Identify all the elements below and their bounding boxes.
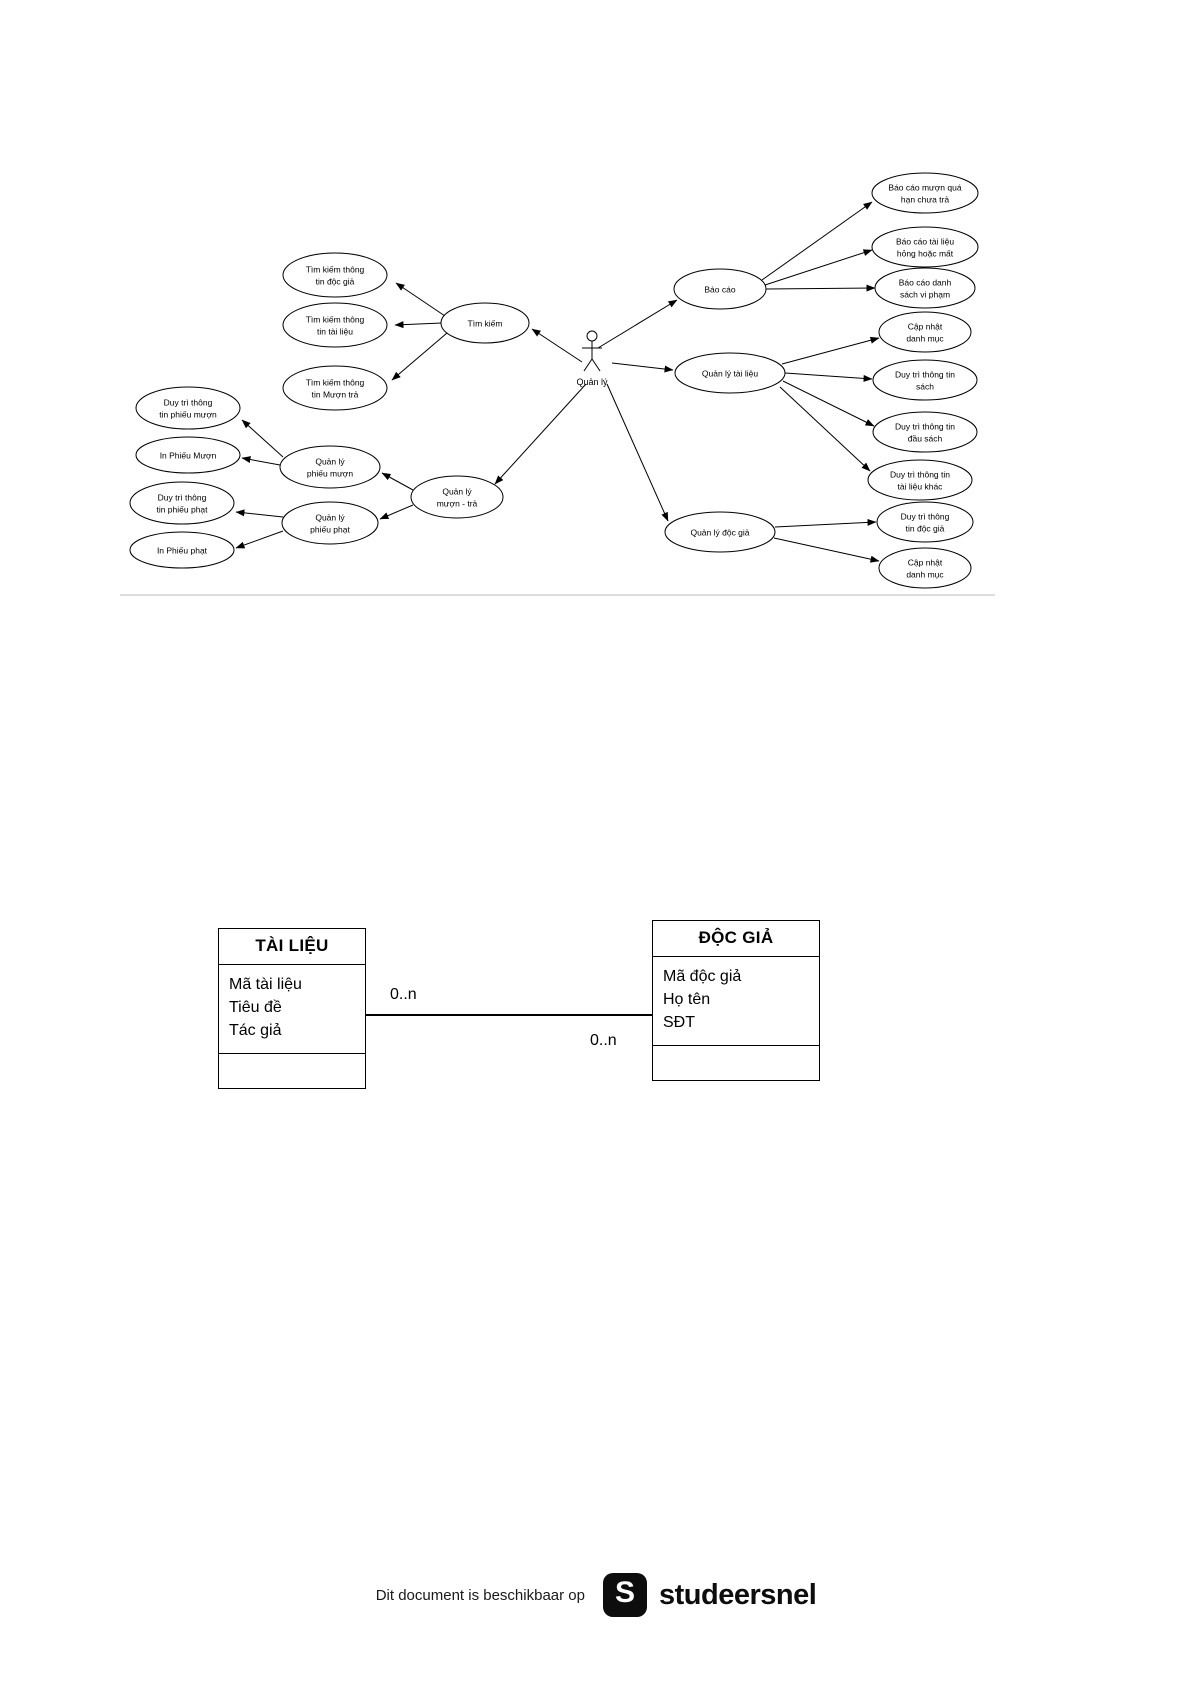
use-case-cap-nhat-danh-muc-2[interactable] <box>879 548 971 588</box>
class-name-doc-gia: ĐỘC GIẢ <box>653 921 819 957</box>
use-case-tim-kiem-muon-tra[interactable] <box>283 366 387 410</box>
use-case-duy-tri-thong-tin-sach[interactable] <box>873 360 977 400</box>
use-case-bao-cao-muon-qua-han[interactable] <box>872 173 978 213</box>
svg-text:Tìm kiếm thông: Tìm kiếm thông <box>305 377 365 388</box>
use-case-quan-ly-phieu-phat[interactable] <box>282 502 378 544</box>
svg-text:Duy trì thông: Duy trì thông <box>900 511 950 522</box>
use-case-bao-cao-vi-pham[interactable] <box>875 268 975 308</box>
class-attribute: Tác giả <box>229 1022 282 1040</box>
svg-text:Quản lý: Quản lý <box>442 486 472 497</box>
svg-text:tin độc giả: tin độc giả <box>905 523 945 534</box>
svg-text:Quản lý tài liệu: Quản lý tài liệu <box>701 368 759 379</box>
svg-text:tin Mượn trả: tin Mượn trả <box>311 389 359 400</box>
svg-text:Báo cáo: Báo cáo <box>704 284 736 295</box>
class-attributes-doc-gia <box>653 957 819 1046</box>
footer-text: Dit document is beschikbaar op <box>375 1586 585 1604</box>
class-name-tai-lieu: TÀI LIỆU <box>219 929 365 965</box>
use-case-bao-cao[interactable] <box>674 269 766 309</box>
svg-text:Quản lý: Quản lý <box>315 512 345 523</box>
svg-text:Tìm kiếm: Tìm kiếm <box>467 318 503 329</box>
class-attribute: SĐT <box>663 1014 695 1032</box>
studeersnel-logo[interactable] <box>603 1573 816 1617</box>
use-case-in-phieu-phat[interactable] <box>130 532 234 568</box>
use-case-tim-kiem[interactable] <box>441 303 529 343</box>
use-case-in-phieu-muon[interactable] <box>136 437 240 473</box>
use-case-duy-tri-phieu-muon[interactable] <box>136 387 240 429</box>
class-attribute: Tiêu đề <box>229 999 282 1017</box>
multiplicity-right: 0..n <box>590 1032 617 1049</box>
svg-text:Duy trì thông: Duy trì thông <box>163 397 213 408</box>
class-box-tai-lieu[interactable] <box>218 928 366 1089</box>
svg-text:hạn chưa trả: hạn chưa trả <box>900 194 950 205</box>
association-line <box>366 1014 652 1016</box>
use-case-cap-nhat-danh-muc-1[interactable] <box>879 312 971 352</box>
class-diagram <box>200 910 880 1130</box>
actor-quan-ly <box>576 331 608 387</box>
footer <box>0 1560 1192 1630</box>
use-case-quan-ly-tai-lieu[interactable] <box>675 353 785 393</box>
svg-text:Quản lý độc giả: Quản lý độc giả <box>690 527 750 538</box>
svg-text:Duy trì thông: Duy trì thông <box>157 492 207 503</box>
use-case-diagram <box>120 140 1000 600</box>
class-attributes-tai-lieu <box>219 965 365 1054</box>
class-operations-doc-gia <box>653 1046 819 1080</box>
svg-text:In Phiếu Mượn: In Phiếu Mượn <box>159 450 217 461</box>
studeersnel-logo-icon <box>603 1573 647 1617</box>
use-case-bao-cao-tai-lieu-hong[interactable] <box>872 227 978 267</box>
svg-text:Tìm kiếm thông: Tìm kiếm thông <box>305 264 365 275</box>
svg-text:Cập nhật: Cập nhật <box>907 321 943 332</box>
actor-label: Quản lý <box>576 377 608 387</box>
class-box-doc-gia[interactable] <box>652 920 820 1081</box>
use-case-duy-tri-tai-lieu-khac[interactable] <box>868 460 972 500</box>
svg-text:In Phiếu phạt: In Phiếu phạt <box>156 545 208 556</box>
svg-text:sách vi phạm: sách vi phạm <box>899 289 951 300</box>
svg-text:hỏng hoặc mất: hỏng hoặc mất <box>896 248 954 259</box>
use-case-quan-ly-muon-tra[interactable] <box>411 476 503 518</box>
use-case-tim-kiem-tai-lieu[interactable] <box>283 303 387 347</box>
svg-text:Duy trì thông tin: Duy trì thông tin <box>894 421 956 432</box>
svg-text:phiếu phạt: phiếu phạt <box>310 524 350 535</box>
svg-text:Báo cáo tài liệu: Báo cáo tài liệu <box>895 236 955 247</box>
svg-text:danh mục: danh mục <box>906 333 944 344</box>
use-case-duy-tri-thong-tin-doc-gia[interactable] <box>877 502 973 542</box>
svg-text:danh mục: danh mục <box>906 569 944 580</box>
class-attribute: Mã tài liệu <box>229 976 302 993</box>
svg-text:tài liệu khác: tài liệu khác <box>897 481 943 492</box>
class-attribute: Mã độc giả <box>663 968 742 985</box>
svg-text:tin phiếu mượn: tin phiếu mượn <box>159 409 217 420</box>
svg-text:Duy trì thông tin: Duy trì thông tin <box>894 369 956 380</box>
svg-text:tin tài liệu: tin tài liệu <box>317 326 353 337</box>
svg-text:Quản lý: Quản lý <box>315 456 345 467</box>
svg-text:tin độc giả: tin độc giả <box>315 276 355 287</box>
use-case-nodes <box>130 173 978 588</box>
svg-text:Tìm kiếm thông: Tìm kiếm thông <box>305 314 365 325</box>
svg-text:Báo cáo danh: Báo cáo danh <box>898 277 952 288</box>
studeersnel-brand-name: studeersnel <box>658 1578 817 1611</box>
use-case-quan-ly-phieu-muon[interactable] <box>280 446 380 488</box>
use-case-quan-ly-doc-gia[interactable] <box>665 512 775 552</box>
svg-text:tin phiếu phạt: tin phiếu phạt <box>156 504 208 515</box>
use-case-duy-tri-phieu-phat[interactable] <box>130 482 234 524</box>
use-case-tim-kiem-doc-gia[interactable] <box>283 253 387 297</box>
class-operations-tai-lieu <box>219 1054 365 1088</box>
svg-text:Báo cáo mượn quá: Báo cáo mượn quá <box>888 182 962 193</box>
svg-text:phiếu mượn: phiếu mượn <box>306 468 354 479</box>
svg-text:Cập nhật: Cập nhật <box>907 557 943 568</box>
logo-glyph: S <box>614 1576 635 1609</box>
use-case-duy-tri-dau-sach[interactable] <box>873 412 977 452</box>
multiplicity-left: 0..n <box>390 986 417 1003</box>
svg-text:Duy trì thông tin: Duy trì thông tin <box>889 469 951 480</box>
svg-text:mượn - trả: mượn - trả <box>436 498 478 509</box>
svg-text:đầu sách: đầu sách <box>907 433 943 444</box>
class-attribute: Họ tên <box>663 991 711 1009</box>
svg-text:sách: sách <box>916 381 934 392</box>
